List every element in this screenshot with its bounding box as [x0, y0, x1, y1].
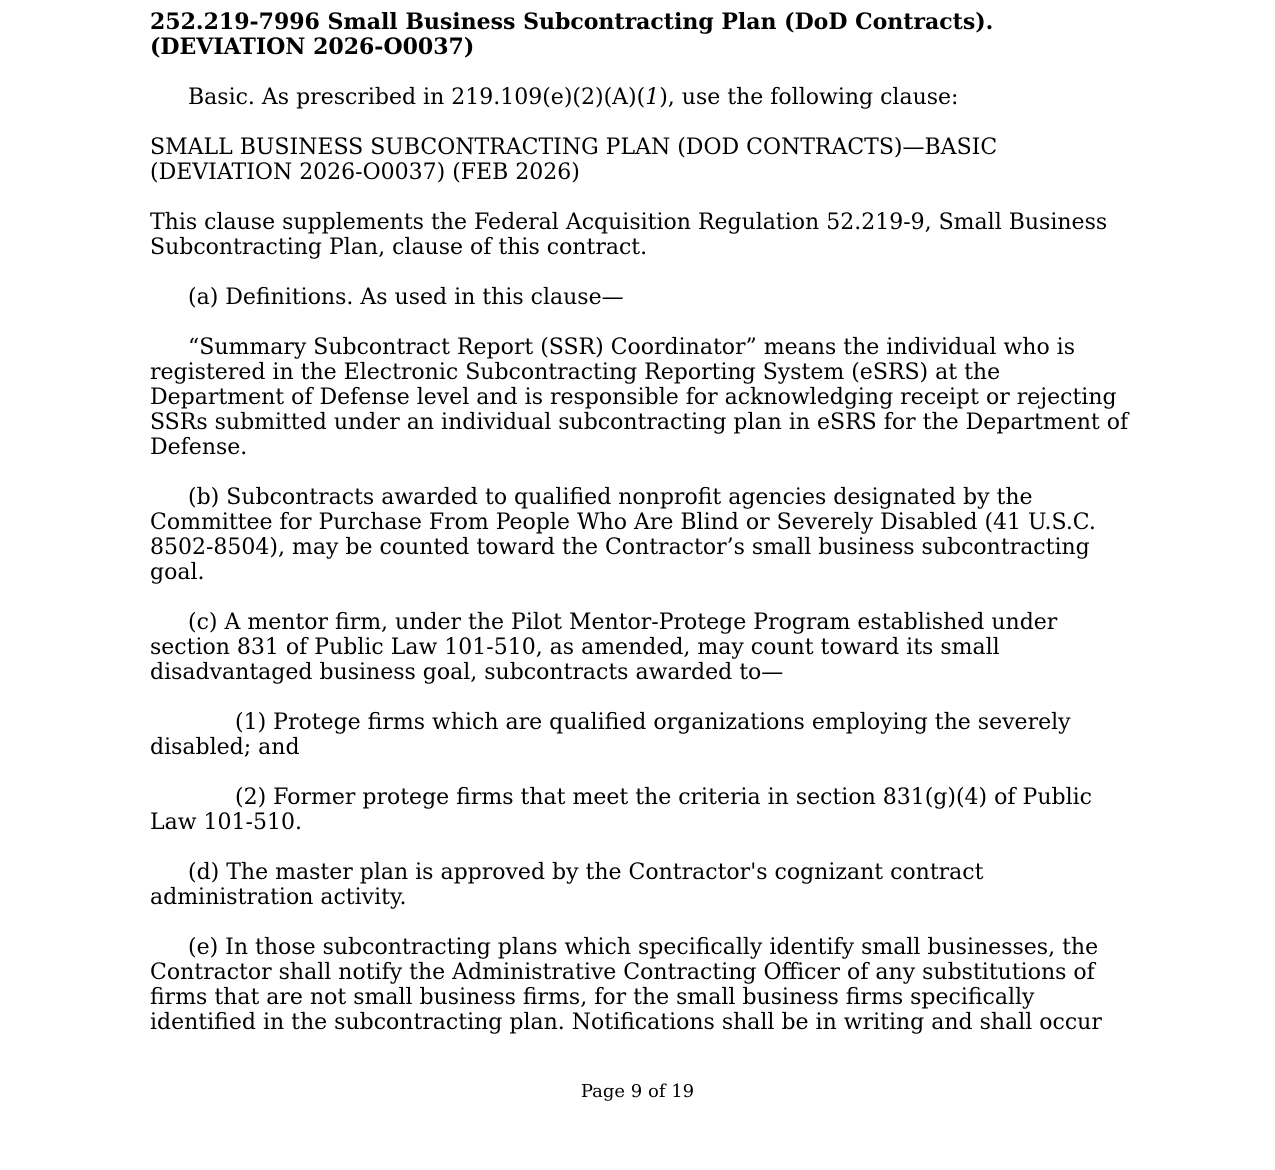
prescription-text-end: ), use the following clause: [659, 85, 959, 110]
document-page [150, 10, 1140, 1035]
section-heading-line2: (DEVIATION 2026-O0037) [150, 34, 475, 60]
clause-title [150, 135, 1140, 185]
clause-title-line1: SMALL BUSINESS SUBCONTRACTING PLAN (DOD CONTRACTS)—BASIC [150, 135, 998, 160]
paragraph-d: (d) The master plan is approved by the Contractor's cognizant contract administration activity. [150, 860, 984, 910]
paragraph-e: (e) In those subcontracting plans which specifically identify small businesses, the Contractor shall notify the Administrative Contracting Officer of any substitutions of firms that are not small business firms, for the small business firms specifically identified in the subcontracting plan. Notifications shall be in writing and shall occur [150, 935, 1102, 1035]
prescription-italic-number: 1 [645, 85, 660, 110]
paragraph-a-ssr-definition: “Summary Subcontract Report (SSR) Coordinator” means the individual who is registered in the Electronic Subcontracting Reporting System (eSRS) at the Department of Defense level and is responsible for acknowledging receipt or rejecting SSRs submitted under an individual subcontracting plan in eSRS for the Department of Defense. [150, 335, 1129, 460]
clause-title-line2: (DEVIATION 2026-O0037) (FEB 2026) [150, 160, 580, 185]
paragraph-c: (c) A mentor firm, under the Pilot Mentor-Protege Program established under section 831 of Public Law 101-510, as amended, may count toward its small disadvantaged business goal, subcontracts awarded to— [150, 610, 1058, 685]
section-heading-line1: 252.219-7996 Small Business Subcontracting Plan (DoD Contracts). [150, 9, 994, 35]
paragraph-b: (b) Subcontracts awarded to qualified nonprofit agencies designated by the Committee for Purchase From People Who Are Blind or Severely Disabled (41 U.S.C. 8502-8504), may be counted toward the Contractor’s small business subcontracting goal. [150, 485, 1096, 585]
paragraph-c-1: (1) Protege firms which are qualified organizations employing the severely disabled; and [150, 710, 1071, 760]
page-number-footer: Page 9 of 19 [580, 1081, 695, 1102]
intro-paragraph: This clause supplements the Federal Acquisition Regulation 52.219-9, Small Business Subcontracting Plan, clause of this contract. [150, 210, 1108, 260]
prescription-text-start: Basic. As prescribed in 219.109(e)(2)(A)( [188, 85, 646, 110]
prescription-paragraph [150, 85, 1140, 110]
section-heading [150, 10, 1140, 60]
paragraph-c-2: (2) Former protege firms that meet the criteria in section 831(g)(4) of Public Law 101-510. [150, 785, 1092, 835]
paragraph-a-definitions: (a) Definitions. As used in this clause— [188, 285, 624, 310]
